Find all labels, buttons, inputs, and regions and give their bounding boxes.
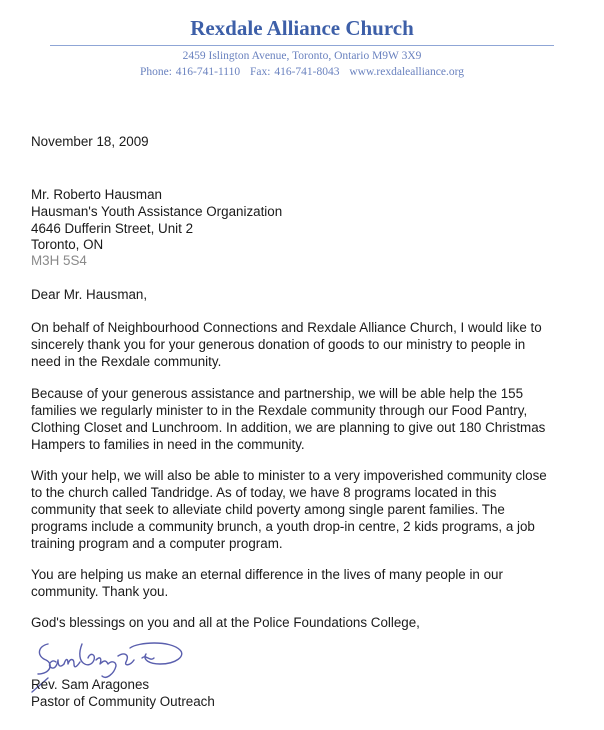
church-name: Rexdale Alliance Church	[190, 16, 414, 40]
body-line: community. Thank you.	[31, 584, 169, 599]
church-address: 2459 Islington Avenue, Toronto, Ontario M9W 3X9	[182, 50, 422, 62]
body-line: On behalf of Neighbourhood Connections and Rexdale Alliance Church, I would like to	[31, 320, 542, 335]
signer-name: Rev. Sam Aragones	[31, 677, 150, 692]
recipient-postal: M3H 5S4	[31, 253, 87, 268]
body-line: community that seek to alleviate child poverty among single parent families. The	[31, 502, 505, 517]
closing-line: God's blessings on you and all at the Police Foundations College,	[31, 615, 420, 630]
church-fax: Fax: 416-741-8043	[250, 66, 340, 78]
body-line: programs include a community brunch, a youth drop-in centre, 2 kids programs, a job	[31, 519, 535, 534]
recipient-street: 4646 Dufferin Street, Unit 2	[31, 221, 194, 236]
body-line: With your help, we will also be able to minister to a very impoverished community close	[31, 468, 547, 483]
church-phone: Phone: 416-741-1110	[139, 66, 241, 78]
body-line: Hampers to families in need in the community.	[31, 437, 305, 452]
body-line: sincerely thank you for your generous donation of goods to our ministry to people in	[31, 337, 526, 352]
body-line: Because of your generous assistance and partnership, we will be able help the 155	[31, 386, 524, 401]
recipient-name: Mr. Roberto Hausman	[31, 187, 162, 202]
body-line: to the church called Tandridge. As of today, we have 8 programs located in this	[31, 485, 497, 500]
recipient-city: Toronto, ON	[31, 237, 104, 252]
salutation: Dear Mr. Hausman,	[31, 287, 148, 302]
letter-date: November 18, 2009	[31, 134, 149, 149]
body-line: training program and a computer program.	[31, 536, 283, 551]
body-line: You are helping us make an eternal difference in the lives of many people in our	[31, 567, 503, 582]
recipient-org: Hausman's Youth Assistance Organization	[31, 204, 283, 219]
signer-title: Pastor of Community Outreach	[31, 694, 215, 709]
body-line: need in the Rexdale community.	[31, 354, 222, 369]
letterhead-divider	[50, 45, 554, 46]
body-line: families we regularly minister to in the Rexdale community through our Food Pantry,	[31, 403, 528, 418]
church-website: www.rexdalealliance.org	[349, 66, 464, 78]
church-contact	[0, 66, 604, 78]
body-line: Clothing Closet and Lunchroom. In addition, we are planning to give out 180 Christmas	[31, 420, 546, 435]
